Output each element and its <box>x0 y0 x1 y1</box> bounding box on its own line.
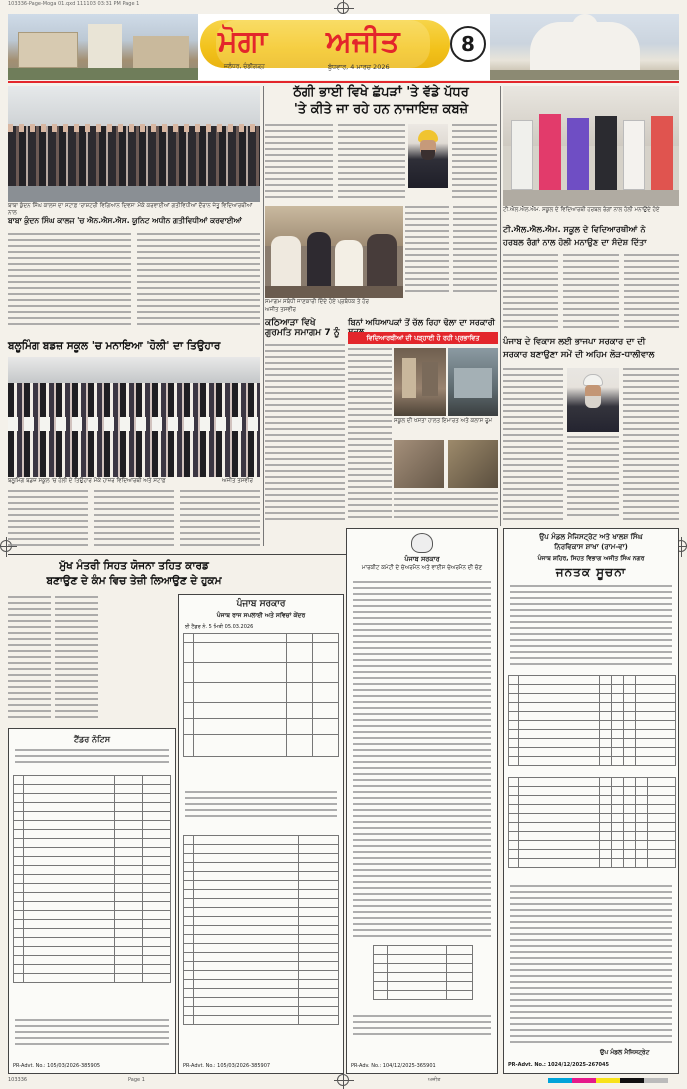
left-tender-notice <box>8 728 176 1074</box>
ruling-article-body <box>503 368 563 524</box>
punjab-gov-table-1 <box>183 633 339 757</box>
ruling-article-body-3 <box>567 436 619 524</box>
left-notice-intro <box>15 749 169 771</box>
punjab-gov-table-2 <box>183 835 339 1025</box>
middle-notice-title: ਪੰਜਾਬ ਸਰਕਾਰ <box>404 555 440 563</box>
holi-photo-caption: ਬਲੂਮਿੰਗ ਬਡਜ਼ ਸਕੂਲ 'ਚ ਹੋਲੀ ਦੇ ਤਿਉਹਾਰ ਮੌਕੇ ਹਾਜ਼ਰ ਵਿਦਿਆਰਥੀ ਅਤੇ ਸਟਾਫ਼ <box>8 478 166 484</box>
school-article-body <box>348 348 392 524</box>
column-rule <box>263 86 264 546</box>
school-classroom-photo <box>448 348 498 416</box>
masthead-right-title: ਅਜੀਤ <box>326 24 400 59</box>
middle-notice-body <box>353 581 491 941</box>
tl-headline-line2: ਹਰਬਲ ਰੰਗਾਂ ਨਾਲ ਹੋਲੀ ਮਨਾਉਣ ਦਾ ਸੰਦੇਸ਼ ਦਿੱਤਾ <box>503 237 647 247</box>
footer-strip <box>8 1077 679 1085</box>
college-group-photo <box>8 86 260 202</box>
public-notice-adv-number: PR-Advt. No.: 1024/12/2025-267045 <box>508 1062 609 1068</box>
meeting-caption: ਸਮਾਗਮ ਸਬੰਧੀ ਜਾਣਕਾਰੀ ਦਿੰਦੇ ਹੋਏ ਪ੍ਰਬੰਧਕ ਤੇ ਹੋਰ <box>265 299 369 305</box>
lead-article-continue <box>405 206 497 298</box>
lead-headline-line1: ਠੱਗੀ ਭਾਈ ਵਿਖੇ ਛੱਪੜਾਂ 'ਤੇ ਵੱਡੇ ਪੱਧਰ <box>293 85 469 100</box>
kathiwada-headline: ਕਠਿਆੜਾ ਵਿਖੇ ਗੁਰਮਤਿ ਸਮਾਗਮ 7 ਨੂੰ <box>265 318 340 339</box>
masthead-edition: ਜਲੰਧਰ, ਚੰਡੀਗੜ੍ਹ <box>224 63 265 70</box>
reporter-portrait <box>408 124 448 188</box>
public-notice <box>503 528 679 1074</box>
college-headline: ਬਾਬਾ ਕੁੰਦਨ ਸਿੰਘ ਕਾਲਜ 'ਚ ਐਨ.ਐਸ.ਐਸ. ਯੂਨਿਟ ਅਧੀਨ ਗਤੀਵਿਧੀਆਂ ਕਰਵਾਈਆਂ <box>8 216 242 225</box>
left-notice-title: ਟੈਂਡਰ ਨੋਟਿਸ <box>73 735 111 744</box>
public-notice-table-2 <box>508 777 676 868</box>
section-rule <box>8 554 346 555</box>
masthead-banner <box>198 14 490 80</box>
college-photo-caption: ਬਾਬਾ ਕੁੰਦਨ ਸਿੰਘ ਕਾਲਜ ਦਾ ਸਟਾਫ਼ 'ਰਾਸ਼ਟਰੀ ਵਿਗਿਆਨ ਦਿਵਸ' ਮੌਕੇ ਕਰਵਾਈਆਂ ਗਤੀਵਿਧੀਆਂ ਦੌਰਾਨ ਜੇਤੂ ਵਿਦਿਆਰਥੀਆਂ ਨਾਲ <box>8 203 253 216</box>
middle-notice-closing <box>353 1015 491 1055</box>
middle-notice-adv-number: PR-Adv. No.: 104/12/2025-365901 <box>351 1063 436 1069</box>
scheme-headline-line2: ਬਣਾਉਣ ਦੇ ਕੰਮ ਵਿਚ ਤੇਜ਼ੀ ਲਿਆਉਣ ਦੇ ਹੁਕਮ <box>46 575 222 587</box>
color-bar <box>548 1078 668 1083</box>
school-kicker: ਵਿਦਿਆਰਥੀਆਂ ਦੀ ਪੜ੍ਹਾਈ ਹੋ ਰਹੀ ਪ੍ਰਭਾਵਿਤ <box>348 332 498 344</box>
page-number-badge <box>450 26 486 62</box>
market-committee-notice <box>346 528 498 1074</box>
scheme-headline-line1: ਮੁੱਖ ਮੰਤਰੀ ਸਿਹਤ ਯੋਜਨਾ ਤਹਿਤ ਕਾਰਡ <box>59 560 209 572</box>
school-building-photo <box>394 348 446 416</box>
ruling-headline-line2: ਸਰਕਾਰ ਬਣਾਉਣਾ ਸਮੇਂ ਦੀ ਅਹਿਮ ਲੋੜ-ਧਾਲੀਵਾਲ <box>503 350 655 360</box>
school-door-photo <box>448 440 498 488</box>
punjab-gov-mid-text <box>185 791 337 831</box>
college-article-body <box>8 233 260 333</box>
ruling-article-body-2 <box>623 368 679 524</box>
registration-mark-icon <box>337 2 349 14</box>
middle-notice-subtitle: ਮਾਰਕੀਟ ਕਮੇਟੀ ਦੇ ਚੇਅਰਮੈਨ ਅਤੇ ਵਾਈਸ ਚੇਅਰਮੈਨ ਦੀ ਚੋਣ <box>361 565 483 571</box>
kathiwada-article-body <box>265 344 345 524</box>
govt-emblem-icon <box>411 533 433 553</box>
holi-photo-credit: ਅਜੀਤ ਤਸਵੀਰ <box>222 478 253 484</box>
middle-notice-table <box>373 945 473 1000</box>
tl-photo-caption: ਟੀ.ਐਲ.ਐਲ.ਐਮ. ਸਕੂਲ ਦੇ ਵਿਦਿਆਰਥੀ ਹਰਬਲ ਰੰਗਾਂ ਨਾਲ ਹੋਲੀ ਮਨਾਉਂਦੇ ਹੋਏ <box>503 207 660 213</box>
tl-school-photo <box>503 86 679 206</box>
punjab-gov-subtitle: ਪੰਜਾਬ ਰਾਜ ਸਪਲਾਈ ਅਤੇ ਸਵਿਚਾਂ ਕੇਂਦਰ <box>216 612 306 619</box>
scheme-article-body <box>8 596 98 724</box>
print-slug: 103336-Page-Moga 01.qxd 111103 03:31 PM Page 1 <box>8 1 140 7</box>
lead-headline-line2: 'ਤੇ ਕੀਤੇ ਜਾ ਰਹੇ ਹਨ ਨਾਜਾਇਜ਼ ਕਬਜ਼ੇ <box>293 102 469 117</box>
school-article-tail <box>394 492 498 524</box>
masthead-date: ਬੁੱਧਵਾਰ, 4 ਮਾਰਚ 2026 <box>328 63 390 71</box>
holi-headline: ਬਲੂਮਿੰਗ ਬਡਜ਼ ਸਕੂਲ 'ਚ ਮਨਾਇਆ 'ਹੋਲੀ' ਦਾ ਤਿਉਹਾਰ <box>8 340 221 352</box>
public-notice-table-1 <box>508 675 676 766</box>
masthead-left-title: ਮੋਗਾ <box>218 24 268 59</box>
punjab-gov-tender-notice <box>178 594 344 1074</box>
left-notice-adv-number: PR-Advt. No.: 105/03/2026-385905 <box>13 1063 101 1069</box>
masthead-rule <box>8 81 679 83</box>
lead-article-body <box>265 124 405 204</box>
left-notice-footer-text <box>15 1019 169 1053</box>
footer-left: 103336 <box>8 1077 28 1083</box>
public-notice-dept: ਪੰਜਾਬ ਸ਼ਹਿਰ, ਸਿਹਤ ਵਿਭਾਗ ਅਜੀਤ ਸਿੰਘ ਨਗਰ <box>537 555 645 562</box>
school-photo-caption: ਸਕੂਲ ਦੀ ਖਸਤਾ ਹਾਲਤ ਇਮਾਰਤ ਅਤੇ ਕਲਾਸ ਰੂਮ <box>394 418 492 424</box>
masthead-photo-right <box>490 14 679 80</box>
public-notice-signatory: ਉਪ ਮੰਡਲ ਮੈਜਿਸਟ੍ਰੇਟ <box>600 1049 650 1056</box>
public-notice-head-1: ਉਪ ਮੰਡਲ ਮੈਜਿਸਟ੍ਰੇਟ ਅਤੇ ਖਾਲਸ਼ ਸਿੰਘ <box>539 533 643 541</box>
page-number: 8 <box>461 32 475 56</box>
holi-school-photo <box>8 357 260 477</box>
ruling-headline-line1: ਪੰਜਾਬ ਦੇ ਵਿਕਾਸ ਲਈ ਭਾਜਪਾ ਸਰਕਾਰ ਦਾ ਦੀ <box>503 337 646 347</box>
school-headline: ਬਿਨਾਂ ਅਧਿਆਪਕਾਂ ਤੋਂ ਚੱਲ ਰਿਹਾ ਢੋਲਾ ਦਾ ਸਰਕਾਰੀ <box>348 318 495 327</box>
punjab-gov-adv-number: PR-Advt. No.: 105/03/2026-385907 <box>183 1063 271 1069</box>
meeting-photo <box>265 206 403 298</box>
masthead-photo-left <box>8 14 198 80</box>
politician-portrait <box>567 368 619 432</box>
left-notice-table <box>13 775 171 983</box>
lead-article-body-right <box>452 124 497 204</box>
meeting-credit: ਅਜੀਤ ਤਸਵੀਰ <box>265 307 296 313</box>
punjab-gov-reference: ਈ ਟੈਂਡਰ ਨੰ. 5 ਮਿਤੀ 05.03.2026 <box>185 624 254 630</box>
public-notice-closing <box>510 885 672 1055</box>
public-notice-body <box>510 585 672 671</box>
column-rule <box>500 86 501 526</box>
holi-article-body <box>8 490 260 552</box>
public-notice-title: ਜਨਤਕ ਸੂਚਨਾ <box>555 565 627 579</box>
footer-mid: Page 1 <box>128 1077 145 1083</box>
public-notice-head-2: ਨਿਰਵਿਕਾਸ ਸ਼ਾਖਾ (ਰਾਮ-ਵਾ) <box>554 543 628 551</box>
school-wall-photo <box>394 440 444 488</box>
tl-headline-line1: ਟੀ.ਐਲ.ਐਲ.ਐਮ. ਸਕੂਲ ਦੇ ਵਿਦਿਆਰਥੀਆਂ ਨੇ <box>503 224 646 234</box>
tl-article-body <box>503 254 679 334</box>
footer-right: ਅਜੀਤ <box>428 1077 441 1083</box>
punjab-gov-title: ਪੰਜਾਬ ਸਰਕਾਰ <box>236 599 286 609</box>
